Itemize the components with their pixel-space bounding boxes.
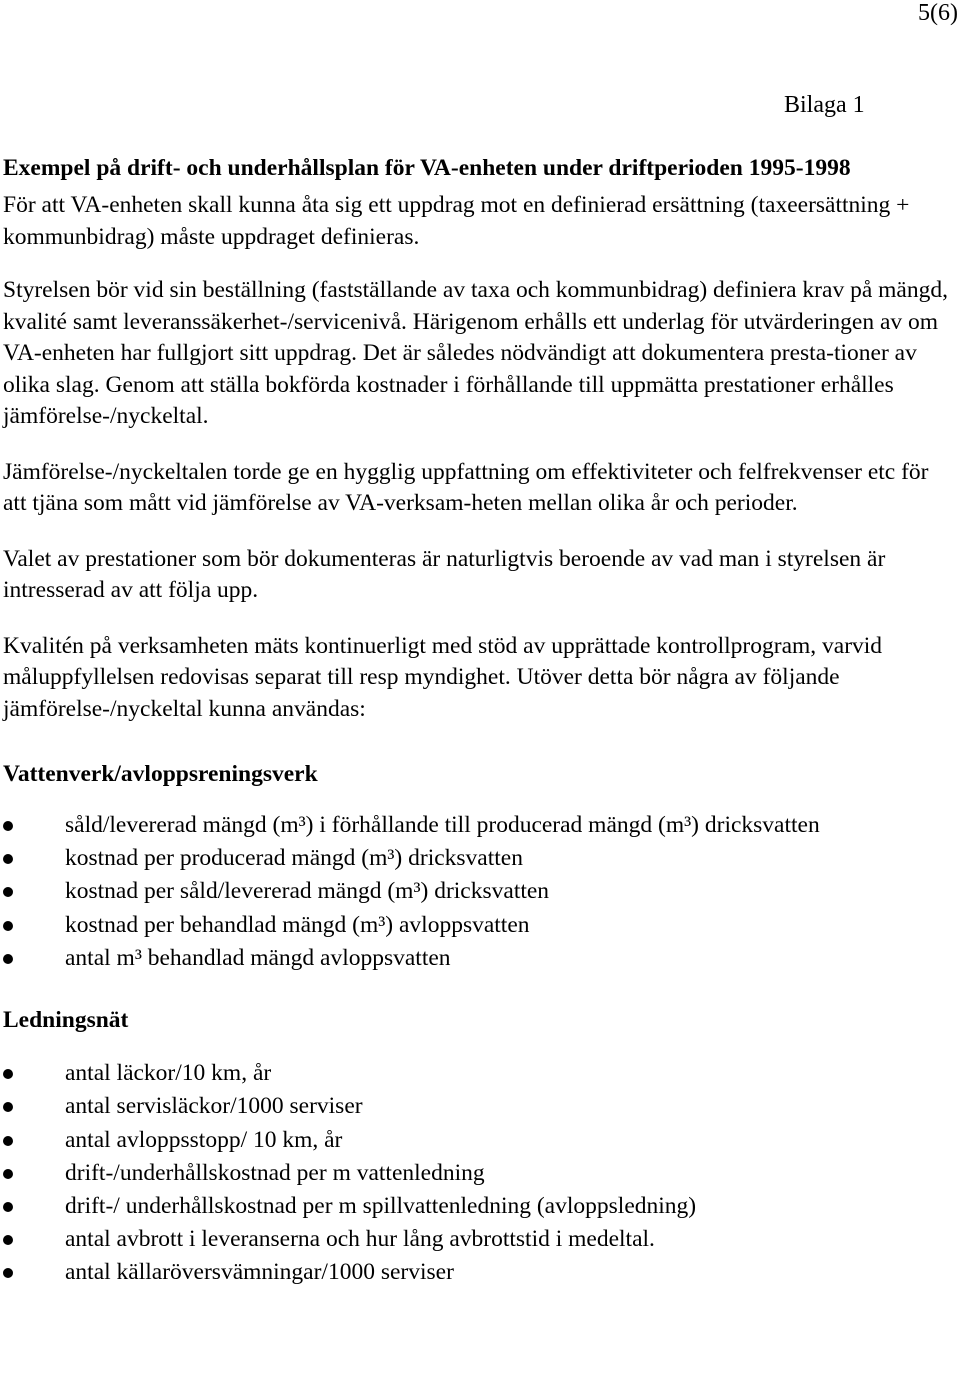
list-item [3, 1191, 951, 1223]
list-item [3, 1158, 951, 1190]
bullet-icon [3, 1102, 13, 1112]
list-item-text: såld/levererad mängd (m³) i förhållande till producerad mängd (m³) dricksvatten [65, 812, 820, 838]
bullet-icon [3, 854, 13, 864]
bullet-list-vattenverk [3, 810, 951, 974]
list-item [3, 810, 951, 842]
paragraph-2: Styrelsen bör vid sin beställning (fastställande av taxa och kommunbidrag) definiera krav på mängd, kvalité samt leveranssäkerhet-/servicenivå. Härigenom erhålls ett underlag för utvärderingen av om VA-enheten har fullgjort sitt uppdrag. Det är således nödvändigt att dokumentera presta-tioner av olika slag. Genom att ställa bokförda kostnader i förhållande till uppmätta prestationer erhålles jämförelse-/nyckeltal. [3, 277, 948, 429]
bullet-icon [3, 1202, 13, 1212]
list-item [3, 843, 951, 875]
paragraph-5: Kvalitén på verksamheten mäts kontinuerligt med stöd av upprättade kontrollprogram, varvid måluppfyllelsen redovisas separat till resp myndighet. Utöver detta bör några av följande jämförelse-/nyckeltal kunna användas: [3, 632, 883, 722]
list-item-text: kostnad per såld/levererad mängd (m³) dricksvatten [65, 878, 550, 905]
paragraph-1: För att VA-enheten skall kunna åta sig ett uppdrag mot en definierad ersättning (taxeersättning + kommunbidrag) måste uppdraget definieras. [3, 192, 910, 250]
paragraph-4: Valet av prestationer som bör dokumenteras är naturligtvis beroende av vad man i styrelsen är intresserad av att följa upp. [3, 545, 886, 603]
document-title: Exempel på drift- och underhållsplan för VA-enheten under driftperioden 1995-1998 [3, 155, 851, 181]
bullet-icon [3, 887, 13, 897]
list-item [3, 910, 951, 942]
bullet-icon [3, 1169, 13, 1179]
list-item-text: antal avloppsstopp/ 10 km, år [65, 1126, 343, 1153]
list-item-text: antal läckor/10 km, år [65, 1060, 272, 1087]
section-heading-ledningsnat: Ledningsnät [3, 1007, 129, 1034]
list-item-text: antal servisläckor/1000 serviser [65, 1093, 363, 1120]
bullet-icon [3, 1069, 13, 1079]
list-item-text: kostnad per behandlad mängd (m³) avloppsvatten [65, 911, 530, 938]
document-body [3, 152, 951, 1291]
section-heading-vattenverk: Vattenverk/avloppsreningsverk [3, 761, 318, 787]
list-item [3, 876, 951, 908]
bullet-icon [3, 821, 13, 831]
list-item [3, 1125, 951, 1157]
attachment-label: Bilaga 1 [784, 92, 865, 118]
list-item [3, 1058, 951, 1090]
list-item [3, 1257, 951, 1289]
list-item [3, 1091, 951, 1123]
bullet-icon [3, 1136, 13, 1146]
list-item-text: drift-/underhållskostnad per m vattenledning [65, 1159, 485, 1186]
list-item-text: drift-/ underhållskostnad per m spillvattenledning (avloppsledning) [65, 1193, 697, 1219]
list-item-text: antal avbrott i leveranserna och hur lång avbrottstid i medeltal. [65, 1226, 655, 1253]
bullet-icon [3, 1235, 13, 1245]
bullet-list-ledningsnat [3, 1058, 951, 1289]
list-item-text: antal källaröversvämningar/1000 serviser [65, 1259, 454, 1286]
list-item [3, 943, 951, 975]
page-number: 5(6) [918, 0, 958, 26]
bullet-icon [3, 921, 13, 931]
list-item-text: antal m³ behandlad mängd avloppsvatten [65, 944, 451, 971]
bullet-icon [3, 1268, 13, 1278]
list-item-text: kostnad per producerad mängd (m³) dricksvatten [65, 845, 523, 872]
bullet-icon [3, 954, 13, 964]
paragraph-3: Jämförelse-/nyckeltalen torde ge en hygglig uppfattning om effektiviteter och felfrekvenser etc för att tjäna som mått vid jämförelse av VA-verksam-heten mellan olika år och perioder. [3, 458, 929, 516]
list-item [3, 1224, 951, 1256]
